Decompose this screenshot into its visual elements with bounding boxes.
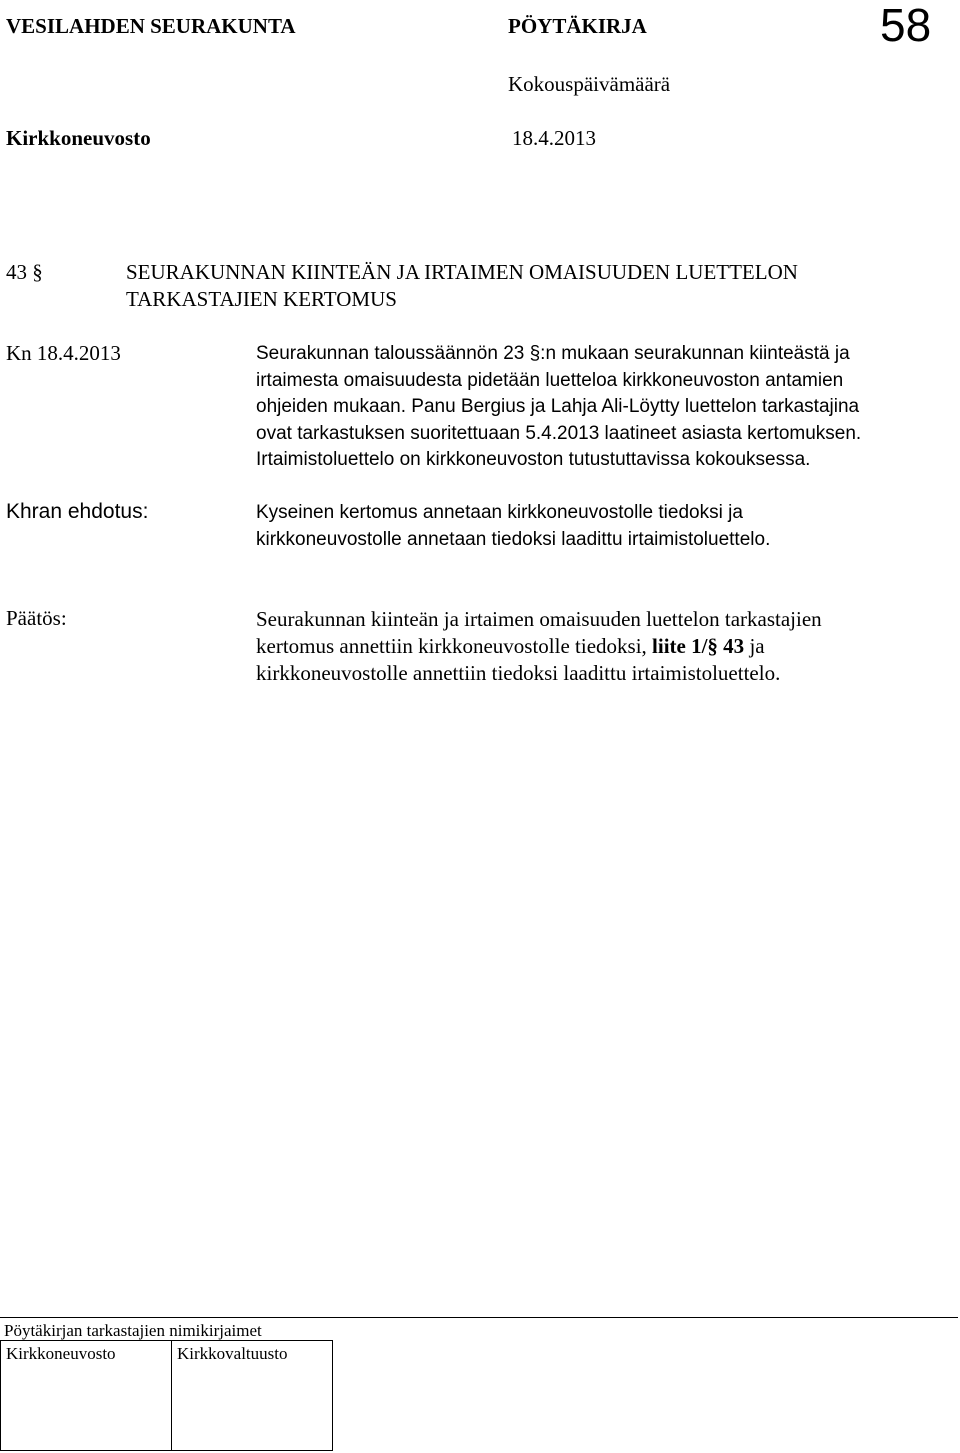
organization-name: VESILAHDEN SEURAKUNTA [6, 14, 296, 38]
page-number: 58 [880, 0, 932, 51]
proposal-label: Khran ehdotus: [6, 500, 149, 523]
kn-date-label: Kn 18.4.2013 [6, 341, 121, 365]
signature-box-label: Kirkkoneuvosto [6, 1344, 116, 1363]
decision-label: Päätös: [6, 606, 67, 630]
kn-line: irtaimesta omaisuudesta pidetään luetteloa kirkkoneuvoston antamien [256, 369, 844, 391]
section-number-value: 43 [6, 260, 27, 284]
kn-line: ohjeiden mukaan. Panu Bergius ja Lahja Ali-Löytty luettelon tarkastajina [256, 396, 860, 417]
meeting-date: 18.4.2013 [512, 126, 596, 150]
section-title-line-1: SEURAKUNNAN KIINTEÄN JA IRTAIMEN OMAISUUDEN LUETTELON [126, 260, 798, 284]
decision-text: kertomus annettiin kirkkoneuvostolle tiedoksi, [256, 634, 653, 658]
proposal-line: kirkkoneuvostolle annetaan tiedoksi laadittu irtaimistoluettelo. [256, 528, 771, 550]
signature-box-label: Kirkkovaltuusto [177, 1344, 288, 1363]
attachment-reference: liite 1/§ 43 [652, 634, 745, 658]
kn-line: ovat tarkastuksen suoritettuaan 5.4.2013 laatineet asiasta kertomuksen. [256, 422, 862, 444]
proposal-paragraph [256, 500, 956, 553]
section-number [6, 260, 43, 285]
signature-caption: Pöytäkirjan tarkastajien nimikirjaimet [4, 1321, 262, 1340]
kn-paragraph [256, 341, 956, 474]
decision-line: kirkkoneuvostolle annettiin tiedoksi laadittu irtaimistoluettelo. [256, 661, 781, 685]
signature-box-kirkkoneuvosto [0, 1340, 172, 1451]
governing-body: Kirkkoneuvosto [6, 126, 151, 150]
decision-line [256, 633, 956, 660]
kn-line: Seurakunnan taloussäännön 23 §:n mukaan seurakunnan kiinteästä ja [256, 343, 850, 364]
meeting-date-label: Kokouspäivämäärä [508, 72, 671, 96]
section-sign-icon: § [32, 260, 43, 284]
document-type: PÖYTÄKIRJA [508, 14, 647, 38]
kn-line: Irtaimistoluettelo on kirkkoneuvoston tutustuttavissa kokouksessa. [256, 449, 811, 470]
decision-text: ja [744, 634, 765, 658]
section-title-line-2: TARKASTAJIEN KERTOMUS [126, 287, 397, 311]
footer-rule [0, 1317, 958, 1318]
decision-paragraph [256, 606, 956, 687]
decision-line: Seurakunnan kiinteän ja irtaimen omaisuuden luettelon tarkastajien [256, 607, 822, 631]
signature-box-kirkkovaltuusto [171, 1340, 333, 1451]
proposal-line: Kyseinen kertomus annetaan kirkkoneuvostolle tiedoksi ja [256, 502, 743, 523]
